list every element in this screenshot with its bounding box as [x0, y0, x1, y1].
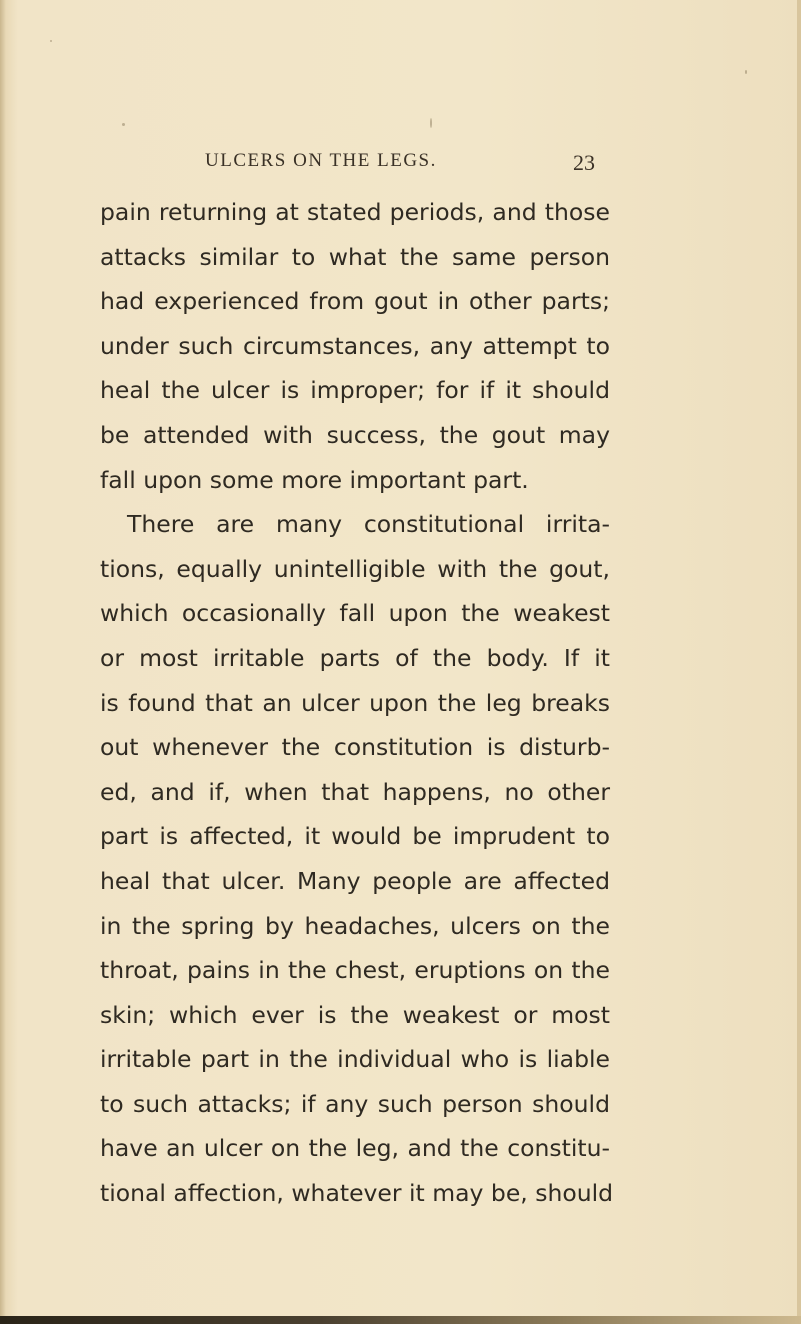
text-line: part is affected, it would be imprudent to: [100, 822, 610, 851]
running-head-title: ULCERS ON THE LEGS.: [205, 150, 437, 171]
paper-speck: [745, 70, 747, 74]
page-gutter-edge: [0, 0, 6, 1324]
text-line: irritable part in the individual who is liable: [100, 1045, 610, 1074]
text-line: in the spring by headaches, ulcers on the: [100, 911, 610, 940]
text-line: under such circumstances, any attempt to: [100, 331, 610, 360]
text-line: out whenever the constitution is disturb-: [100, 733, 610, 762]
text-line: heal that ulcer. Many people are affected: [100, 866, 610, 895]
text-line: throat, pains in the chest, eruptions on the: [100, 956, 610, 985]
text-line: fall upon some more important part.: [100, 465, 529, 494]
text-line: or most irritable parts of the body. If it: [100, 643, 610, 672]
running-head: [205, 150, 595, 180]
paper-speck: [122, 123, 125, 126]
text-line: pain returning at stated periods, and those: [100, 198, 610, 226]
body-text: [100, 190, 614, 1216]
text-line: is found that an ulcer upon the leg breaks: [100, 688, 610, 717]
text-line: tional affection, whatever it may be, should: [100, 1179, 614, 1208]
page-right-edge: [797, 0, 801, 1324]
text-line: have an ulcer on the leg, and the constitu-: [100, 1134, 610, 1163]
text-line: ed, and if, when that happens, no other: [100, 777, 610, 806]
paragraph-start-line: There are many constitutional irrita-: [127, 510, 610, 539]
text-line: tions, equally unintelligible with the gout,: [100, 554, 610, 583]
text-line: heal the ulcer is improper; for if it should: [100, 376, 610, 405]
text-line: to such attacks; if any such person should: [100, 1089, 610, 1118]
paper-speck: [50, 40, 52, 42]
text-line: be attended with success, the gout may: [100, 420, 610, 449]
text-line: attacks similar to what the same person: [100, 242, 610, 271]
text-line: had experienced from gout in other parts;: [100, 287, 610, 316]
page-bottom-shadow: [0, 1316, 801, 1324]
text-line: skin; which ever is the weakest or most: [100, 1000, 610, 1029]
paper-speck: [430, 118, 432, 128]
page-number: 23: [573, 150, 595, 175]
text-line: which occasionally fall upon the weakest: [100, 599, 610, 628]
